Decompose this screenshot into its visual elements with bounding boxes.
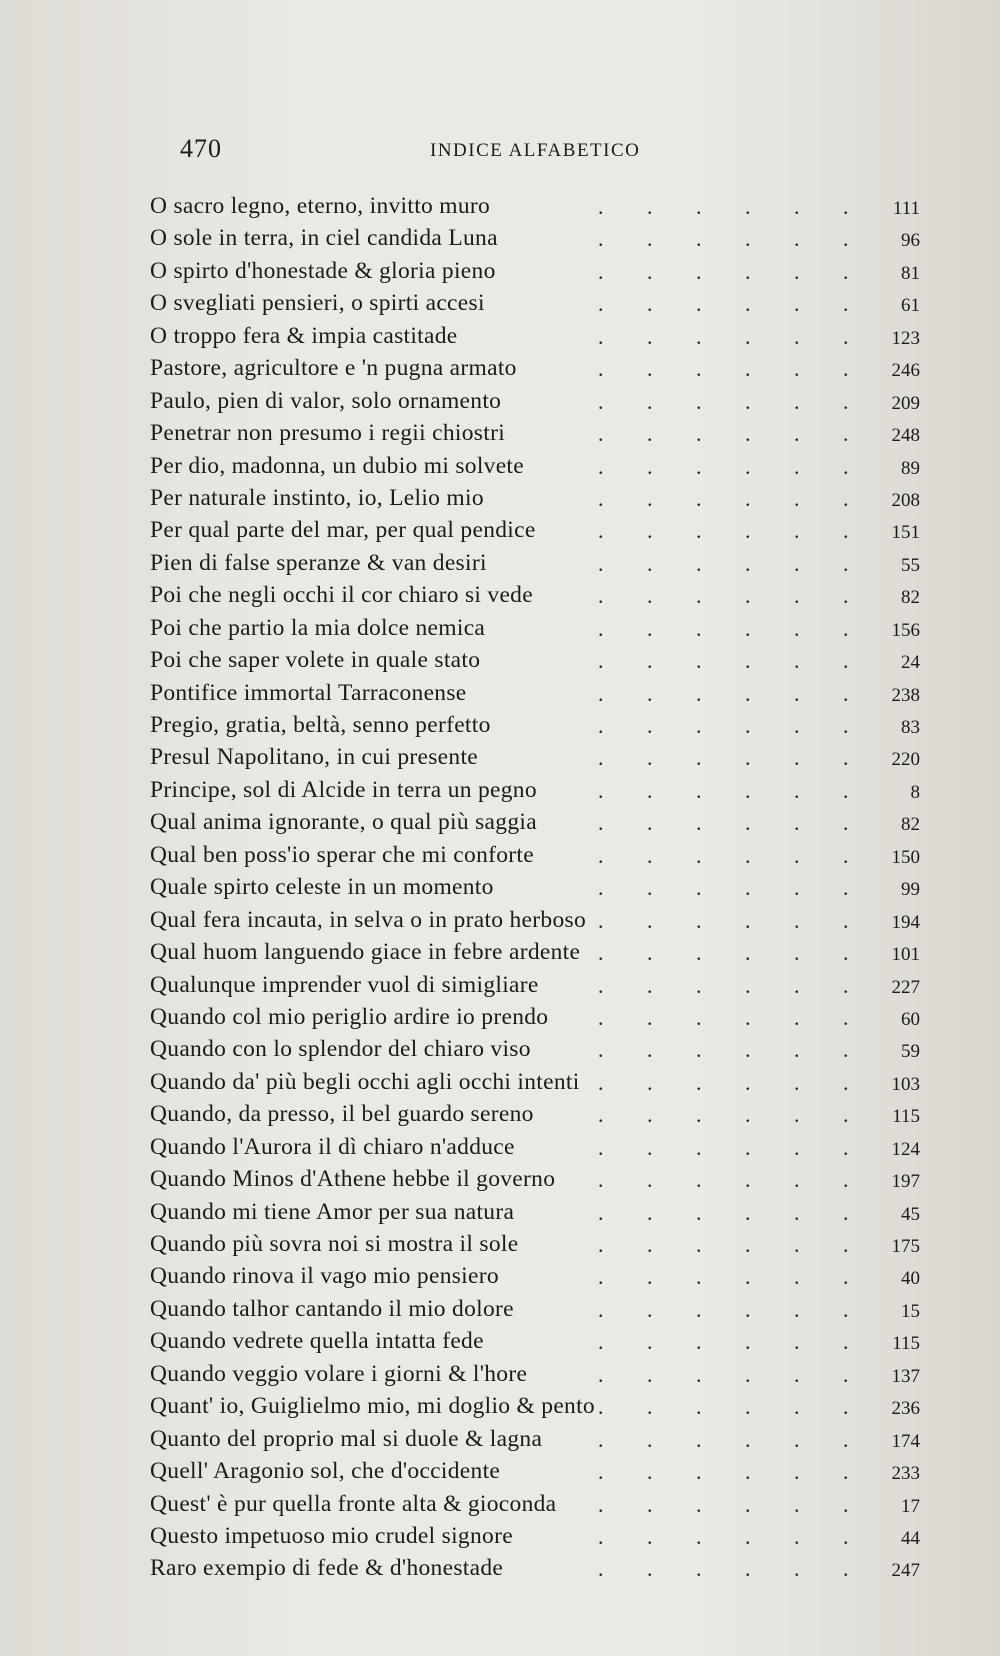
entry-incipit: Quando, da presso, il bel guardo sereno [150, 1101, 534, 1128]
entry-incipit: Qual huom languendo giace in febre ardente [150, 939, 581, 966]
dot-leader [598, 257, 858, 287]
index-entry [140, 579, 920, 611]
dot-leader [598, 1035, 858, 1065]
dot-leader [598, 906, 858, 936]
entry-page-number: 8 [910, 781, 920, 803]
dot-leader [598, 743, 858, 773]
entry-incipit: Presul Napolitano, in cui presente [150, 744, 479, 771]
entry-incipit: Quando rinova il vago mio pensiero [150, 1263, 499, 1290]
entry-incipit: O sacro legno, eterno, invitto muro [150, 193, 491, 219]
entry-page-number: 24 [901, 652, 920, 674]
entry-page-number: 248 [891, 425, 920, 447]
entry-page-number: 83 [901, 717, 920, 738]
entry-incipit: Quando con lo splendor del chiaro viso [150, 1036, 531, 1063]
index-entry [140, 1325, 920, 1357]
dot-leader [598, 1165, 858, 1195]
dot-leader [598, 516, 858, 546]
dot-leader [598, 1230, 858, 1260]
entry-page-number: 61 [901, 295, 920, 317]
entry-page-number: 124 [891, 1138, 920, 1160]
dot-leader [598, 1457, 858, 1487]
dot-leader [598, 1003, 858, 1033]
index-entry [140, 1423, 920, 1455]
index-entry [140, 904, 920, 936]
dot-leader [598, 1295, 858, 1325]
entry-incipit: Pontifice immortal Tarraconense [150, 679, 467, 706]
index-entry [140, 1098, 920, 1130]
entry-page-number: 175 [891, 1236, 920, 1257]
entry-incipit: Per dio, madonna, un dubio mi solvete [150, 452, 524, 479]
entry-incipit: Poi che saper volete in quale stato [150, 647, 481, 674]
index-entry [140, 222, 920, 254]
dot-leader [598, 1360, 858, 1390]
index-entry [140, 1358, 920, 1390]
dot-leader [598, 938, 858, 968]
index-entry [140, 969, 920, 1001]
index-entry [140, 1488, 920, 1520]
entry-incipit: Poi che partio la mia dolce nemica [150, 614, 486, 641]
page-number: 470 [180, 134, 222, 163]
entry-incipit: Quando l'Aurora il dì chiaro n'adduce [150, 1133, 515, 1160]
entry-page-number: 156 [891, 619, 920, 641]
index-entry [140, 677, 920, 709]
entry-incipit: Penetrar non presumo i regii chiostri [150, 420, 506, 447]
dot-leader [598, 387, 858, 417]
entry-page-number: 208 [891, 489, 920, 511]
index-entry [140, 1520, 920, 1552]
index-entry [140, 255, 920, 287]
entry-page-number: 115 [892, 1106, 920, 1128]
index-entry [140, 839, 920, 871]
index-entry [140, 612, 920, 644]
dot-leader [598, 711, 858, 741]
entry-page-number: 55 [901, 554, 920, 576]
entry-incipit: Questo impetuoso mio crudel signore [150, 1522, 513, 1549]
dot-leader [598, 419, 858, 449]
entry-page-number: 103 [891, 1073, 920, 1095]
index-entry [140, 547, 920, 579]
entry-page-number: 246 [891, 360, 920, 382]
dot-leader [598, 289, 858, 319]
index-entry [140, 1066, 920, 1098]
entry-incipit: Quando col mio periglio ardire io prendo [150, 1003, 549, 1030]
entry-page-number: 115 [892, 1333, 920, 1355]
entry-incipit: Quando più sovra noi si mostra il sole [150, 1231, 519, 1257]
entry-incipit: Qual ben poss'io sperar che mi conforte [150, 841, 534, 868]
index-entry [140, 936, 920, 968]
index-entry [140, 1390, 920, 1422]
dot-leader [598, 776, 858, 806]
entry-incipit: O svegliati pensieri, o spirti accesi [150, 290, 485, 317]
entry-page-number: 150 [891, 846, 920, 868]
index-entry [140, 352, 920, 384]
index-entry [140, 190, 920, 222]
entry-page-number: 96 [901, 230, 920, 252]
entry-incipit: Quant' io, Guiglielmo mio, mi doglio & pento [150, 1393, 595, 1420]
entry-page-number: 101 [891, 944, 920, 966]
index-entry [140, 1228, 920, 1260]
entry-incipit: Quando mi tiene Amor per sua natura [150, 1198, 515, 1225]
dot-leader [598, 873, 858, 903]
entry-incipit: Pastore, agricultore e 'n pugna armato [150, 355, 517, 382]
entry-incipit: O troppo fera & impia castitade [150, 322, 458, 349]
index-entry [140, 1293, 920, 1325]
index-entry [140, 1455, 920, 1487]
entry-page-number: 89 [901, 457, 920, 479]
entry-page-number: 111 [892, 198, 920, 219]
entry-page-number: 59 [901, 1041, 920, 1063]
entry-incipit: Quell' Aragonio sol, che d'occidente [150, 1458, 501, 1485]
dot-leader [598, 1100, 858, 1130]
entry-page-number: 44 [901, 1527, 920, 1549]
entry-incipit: Quando da' più begli occhi agli occhi intenti [150, 1068, 580, 1095]
dot-leader [598, 1554, 858, 1584]
entry-incipit: Principe, sol di Alcide in terra un pegno [150, 776, 537, 803]
index-entry [140, 871, 920, 903]
dot-leader [598, 614, 858, 644]
index-entry [140, 1131, 920, 1163]
entry-page-number: 99 [901, 879, 920, 901]
entry-incipit: Qualunque imprender vuol di simigliare [150, 971, 539, 998]
entry-incipit: Quest' è pur quella fronte alta & gioconda [150, 1490, 557, 1517]
index-entry [140, 1196, 920, 1228]
entry-page-number: 236 [891, 1398, 920, 1420]
entry-page-number: 82 [901, 587, 920, 609]
dot-leader [598, 841, 858, 871]
entry-incipit: O spirto d'honestade & gloria pieno [150, 257, 496, 284]
dot-leader [598, 192, 858, 222]
entry-incipit: Pien di false speranze & van desiri [150, 549, 487, 576]
entry-incipit: Quando Minos d'Athene hebbe il governo [150, 1166, 556, 1193]
dot-leader [598, 1133, 858, 1163]
entry-incipit: Per naturale instinto, io, Lelio mio [150, 484, 484, 511]
entry-page-number: 209 [891, 392, 920, 414]
entry-page-number: 40 [901, 1268, 920, 1290]
dot-leader [598, 1327, 858, 1357]
entry-incipit: Poi che negli occhi il cor chiaro si vede [150, 582, 533, 609]
entry-page-number: 17 [901, 1495, 920, 1517]
index-entry [140, 1163, 920, 1195]
dot-leader [598, 1522, 858, 1552]
index-entry [140, 385, 920, 417]
index-entry [140, 482, 920, 514]
dot-leader [598, 1068, 858, 1098]
entry-incipit: Qual anima ignorante, o qual più saggia [150, 809, 537, 836]
index-entry [140, 417, 920, 449]
entry-page-number: 197 [891, 1171, 920, 1193]
dot-leader [598, 1392, 858, 1422]
dot-leader [598, 322, 858, 352]
dot-leader [598, 646, 858, 676]
index-entry [140, 514, 920, 546]
entry-incipit: Quando vedrete quella intatta fede [150, 1328, 484, 1355]
index-entry [140, 1001, 920, 1033]
dot-leader [598, 484, 858, 514]
entry-incipit: Paulo, pien di valor, solo ornamento [150, 387, 502, 414]
entry-page-number: 151 [891, 522, 920, 544]
index-entry [140, 287, 920, 319]
index-entry [140, 774, 920, 806]
entry-page-number: 247 [891, 1560, 920, 1582]
entry-page-number: 194 [891, 911, 920, 933]
dot-leader [598, 224, 858, 254]
entry-incipit: Qual fera incauta, in selva o in prato herboso [150, 906, 586, 933]
dot-leader [598, 971, 858, 1001]
entry-incipit: Pregio, gratia, beltà, senno perfetto [150, 712, 491, 738]
index-entry [140, 450, 920, 482]
dot-leader [598, 452, 858, 482]
page-header [180, 134, 670, 174]
dot-leader [598, 549, 858, 579]
dot-leader [598, 1425, 858, 1455]
index-entry [140, 806, 920, 838]
entry-page-number: 45 [901, 1203, 920, 1225]
index-entry [140, 709, 920, 741]
entry-page-number: 238 [891, 684, 920, 706]
entry-incipit: Per qual parte del mar, per qual pendice [150, 517, 536, 544]
dot-leader [598, 1262, 858, 1292]
entry-page-number: 82 [901, 814, 920, 836]
entry-incipit: Quanto del proprio mal si duole & lagna [150, 1425, 543, 1452]
entry-incipit: Quale spirto celeste in un momento [150, 874, 494, 901]
dot-leader [598, 354, 858, 384]
entry-incipit: Quando talhor cantando il mio dolore [150, 1295, 514, 1322]
entry-incipit: Quando veggio volare i giorni & l'hore [150, 1360, 528, 1387]
entry-incipit: O sole in terra, in ciel candida Luna [150, 225, 498, 252]
index-entry [140, 644, 920, 676]
entry-page-number: 227 [891, 976, 920, 998]
entry-page-number: 15 [901, 1300, 920, 1322]
entry-page-number: 174 [891, 1430, 920, 1452]
entry-page-number: 81 [901, 262, 920, 284]
entry-page-number: 137 [891, 1365, 920, 1387]
index-entry [140, 1552, 920, 1584]
entry-page-number: 220 [891, 749, 920, 771]
dot-leader [598, 581, 858, 611]
dot-leader [598, 1198, 858, 1228]
alphabetical-index [140, 190, 920, 1585]
entry-page-number: 60 [901, 1008, 920, 1030]
dot-leader [598, 808, 858, 838]
dot-leader [598, 679, 858, 709]
index-entry [140, 1260, 920, 1292]
entry-page-number: 123 [891, 327, 920, 349]
running-title: INDICE ALFABETICO [430, 140, 641, 161]
dot-leader [598, 1490, 858, 1520]
entry-page-number: 233 [891, 1463, 920, 1485]
index-entry [140, 320, 920, 352]
index-entry [140, 741, 920, 773]
index-entry [140, 1033, 920, 1065]
entry-incipit: Raro exempio di fede & d'honestade [150, 1555, 504, 1582]
